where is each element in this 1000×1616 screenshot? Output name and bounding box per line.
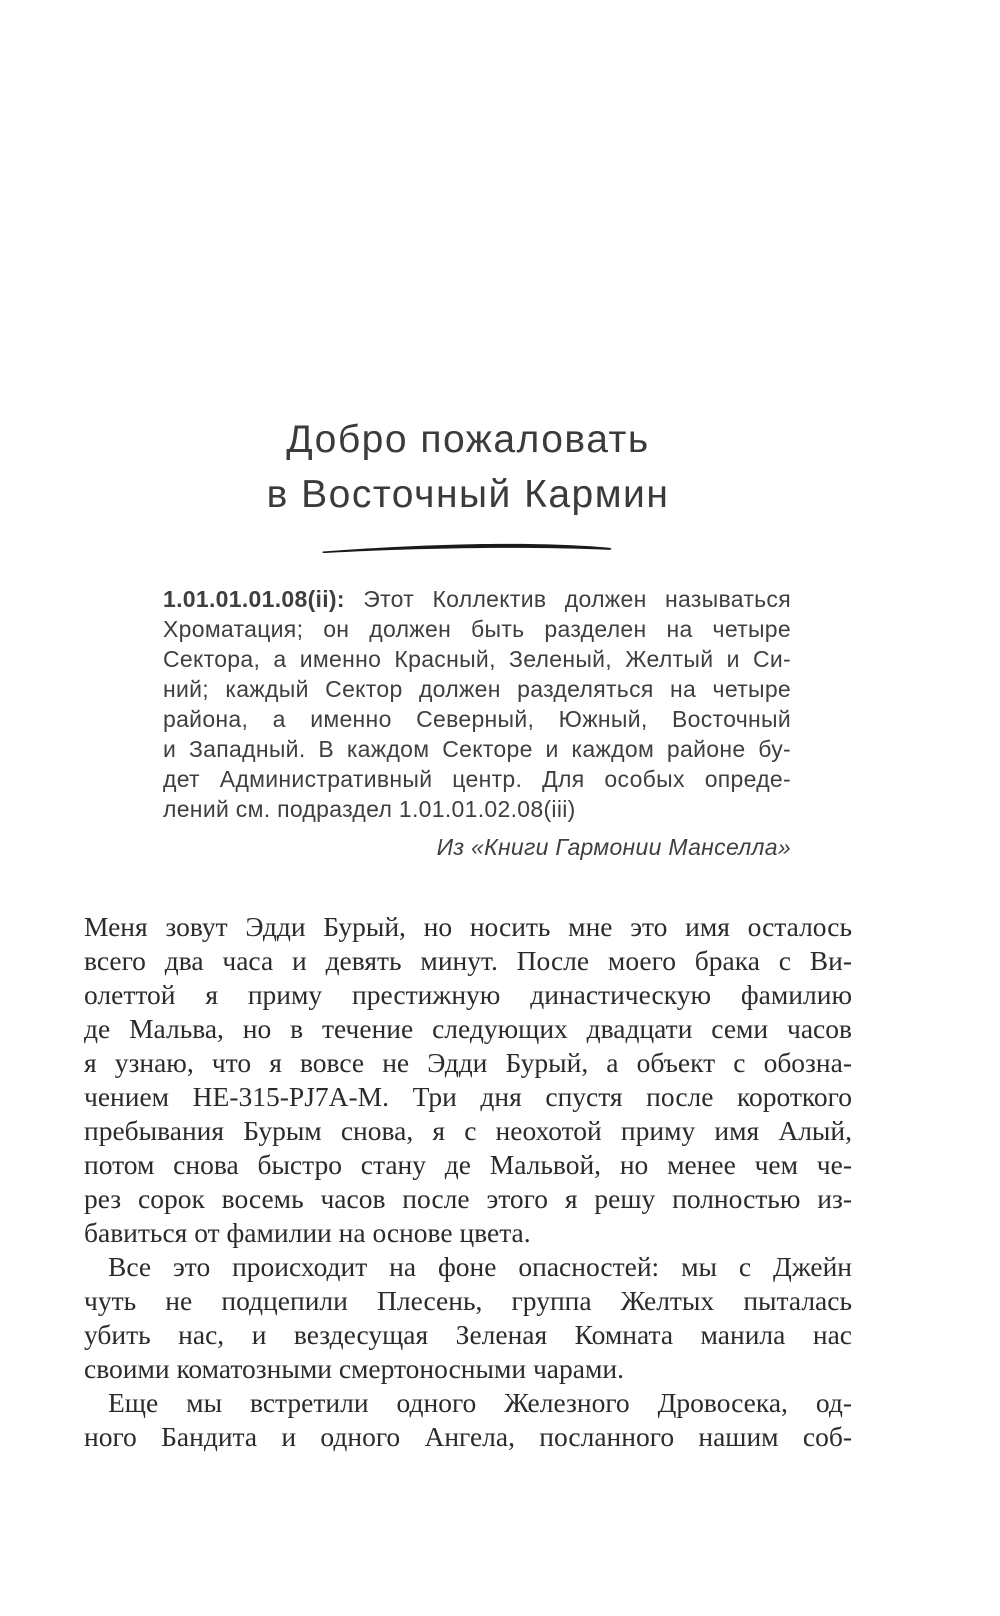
body-text-line: рез сорок восемь часов после этого я решу полностью из- <box>84 1183 852 1214</box>
epigraph-opening-line <box>163 584 791 614</box>
chapter-heading <box>84 412 852 556</box>
body-text-line: Еще мы встретили одного Железного Дровосека, од- <box>108 1387 852 1418</box>
epigraph-text-line: ний; каждый Сектор должен разделяться на четыре <box>163 676 791 702</box>
body-text-line: потом снова быстро стану де Мальвой, но менее чем че- <box>84 1149 852 1180</box>
chapter-title-line-1: Добро пожаловать <box>286 418 650 461</box>
body-text-line: я узнаю, что я вовсе не Эдди Бурый, а объект с обозна- <box>84 1047 852 1078</box>
epigraph-text-line: Сектора, а именно Красный, Зеленый, Желтый и Си- <box>163 646 791 672</box>
body-text-line: убить нас, и вездесущая Зеленая Комната манила нас <box>84 1319 852 1350</box>
epigraph-closing-line: лений см. подраздел 1.01.01.02.08(iii) <box>163 796 576 822</box>
epigraph-text-line: дет Административный центр. Для особых опреде- <box>163 766 791 792</box>
chapter-title-line-2: в Восточный Кармин <box>266 473 670 516</box>
epigraph <box>163 584 791 862</box>
chapter-title <box>84 412 852 522</box>
body-text-line: ного Бандита и одного Ангела, посланного нашим соб- <box>84 1421 852 1452</box>
brush-stroke-divider <box>320 538 616 556</box>
body-text-line: всего два часа и девять минут. После моего брака с Ви- <box>84 945 852 976</box>
body-text-line: пребывания Бурым снова, я с неохотой приму имя Алый, <box>84 1115 852 1146</box>
epigraph-text-line: и Западный. В каждом Секторе и каждом районе бу- <box>163 736 791 762</box>
body-text-line: своими коматозными смертоносными чарами. <box>84 1353 624 1384</box>
body-text-line: чением НЕ-315-PJ7A-M. Три дня спустя после короткого <box>84 1081 852 1112</box>
body-text-line: Меня зовут Эдди Бурый, но носить мне это имя осталось <box>84 911 852 942</box>
body-text-line: олеттой я приму престижную династическую фамилию <box>84 979 852 1010</box>
epigraph-reference: 1.01.01.01.08(ii): <box>163 586 345 612</box>
epigraph-attribution: Из «Книги Гармонии Манселла» <box>436 834 791 860</box>
epigraph-text-line: Хроматация; он должен быть разделен на четыре <box>163 616 791 642</box>
body-text-line: бавиться от фамилии на основе цвета. <box>84 1217 531 1248</box>
epigraph-lines <box>163 614 791 794</box>
body-text <box>84 910 852 1454</box>
body-text-line: чуть не подцепили Плесень, группа Желтых пыталась <box>84 1285 852 1316</box>
epigraph-opening-text: Этот Коллектив должен называться <box>363 586 791 612</box>
body-text-line: де Мальва, но в течение следующих двадцати семи часов <box>84 1013 852 1044</box>
epigraph-text-line: района, а именно Северный, Южный, Восточный <box>163 706 791 732</box>
body-text-line: Все это происходит на фоне опасностей: мы с Джейн <box>108 1251 852 1282</box>
